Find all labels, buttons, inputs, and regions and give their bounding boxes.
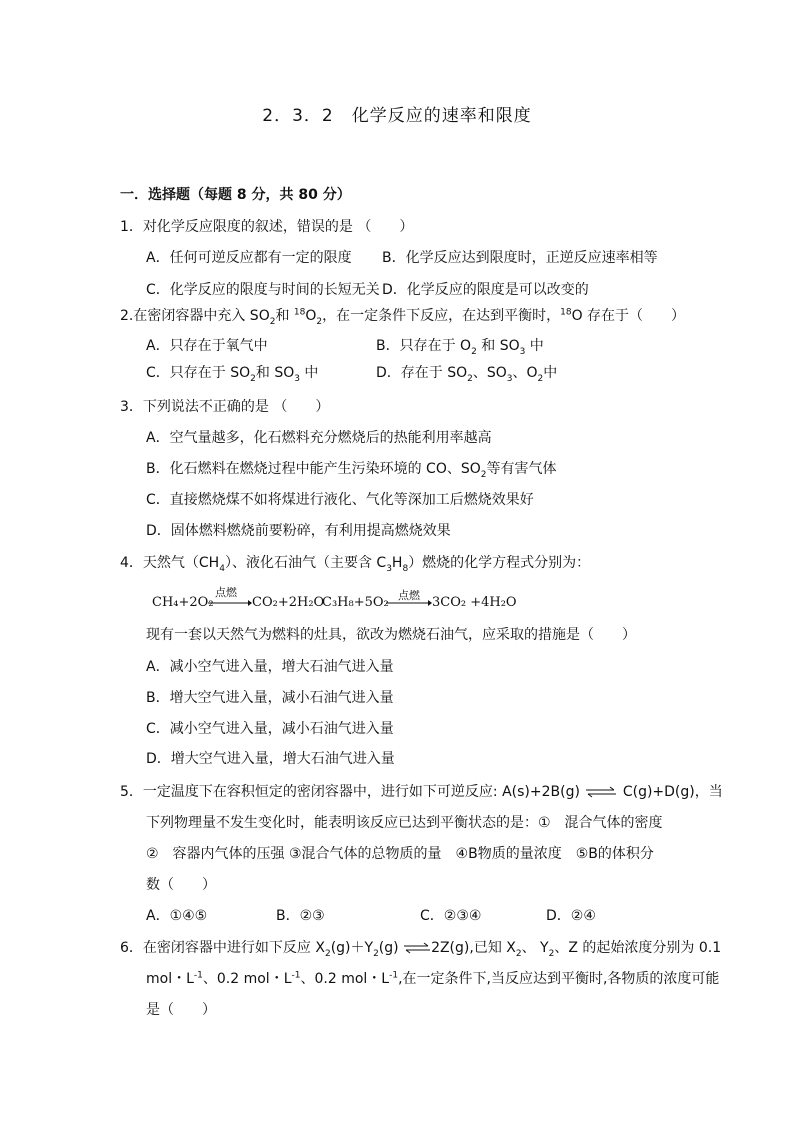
q3-option-d: D．固体燃料燃烧前要粉碎，有利用提高燃烧效果 [146,523,451,539]
question-1-stem: 1．对化学反应限度的叙述，错误的是 （ ） [120,219,414,235]
q5-option-a: A．①④⑤ [146,908,208,924]
q4-option-b: B．增大空气进入量，减小石油气进入量 [146,690,394,706]
question-4-stem: 4．天然气$(CH_4)$、液化石油气（主要含 $C_3H_8$）燃烧的化学方程式分别为： [120,555,591,574]
q5-option-b: B．②③ [276,908,325,924]
equation-1-reactants: CH₄+2O₂ [152,595,214,610]
q2-option-d: D．存在于 $SO_2$、$SO_3$、$O_2$中 [376,365,558,384]
question-6-line-3: 是（ ） [146,1002,216,1018]
q2-option-a: A．只存在于氧气中 [146,338,268,354]
q4-option-c: C．减小空气进入量，减小石油气进入量 [146,721,394,737]
equation-1-condition: 点燃 [215,586,237,599]
q3-option-c: C．直接燃烧煤不如将煤进行液化、气化等深加工后燃烧效果好 [146,492,534,508]
q1-option-c: C．化学反应的限度与时间的长短无关 [146,282,380,298]
question-2-stem: 2.在密闭容器中充入 $SO_2$和 $^{18}O_2$，在一定条件下反应，在达到平衡时，$^{18}$O 存在于（ ） [120,307,686,327]
q3-option-a: A．空气量越多，化石燃料充分燃烧后的热能利用率越高 [146,430,492,446]
equation-1-arrow [208,599,252,607]
equation-2-arrow [386,599,432,607]
page-title: 2．3．2 化学反应的速率和限度 [262,106,532,126]
question-4-line-2: 现有一套以天然气为燃料的灶具，欲改为燃烧石油气，应采取的措施是（ ） [146,627,636,643]
q2-option-c: C．只存在于 $SO_2$和 $SO_3$ 中 [146,365,319,384]
equilibrium-arrow-icon [404,942,430,954]
equation-2-reactants: C₃H₈+5O₂ [322,595,389,610]
q5-option-c: C．②③④ [420,908,482,924]
equation-2-condition: 点燃 [398,589,420,602]
q4-option-a: A．减小空气进入量，增大石油气进入量 [146,659,394,675]
q4-option-d: D．增大空气进入量，增大石油气进入量 [146,751,395,767]
equation-1-products: CO₂+2H₂O [252,595,325,610]
q3-option-b: B．化石燃料在燃烧过程中能产生污染环境的 CO、$SO_2$等有害气体 [146,461,557,480]
question-3-stem: 3．下列说法不正确的是 （ ） [120,399,330,415]
question-5-line-1: 5．一定温度下在容积恒定的密闭容器中，进行如下可逆反应: A(s)+2B(g) C(g)+D(g)，当 [120,784,723,800]
question-5-line-4: 数（ ） [146,877,216,893]
question-6-line-1: 6．在密闭容器中进行如下反应 $X_2(g)+Y_2(g)$ 2Z(g),已知 $X_2$、 $Y_2$、Z 的起始浓度分别为 0.1 [120,940,722,959]
q1-option-b: B．化学反应达到限度时，正逆反应速率相等 [382,250,658,266]
question-5-line-3: ② 容器内气体的压强 ③混合气体的总物质的量 ④B物质的量浓度 ⑤B的体积分 [146,846,654,862]
question-5-line-2: 下列物理量不发生变化时，能表明该反应已达到平衡状态的是：① 混合气体的密度 [146,815,663,831]
equilibrium-arrow-icon [586,786,616,798]
q1-option-a: A．任何可逆反应都有一定的限度 [146,250,352,266]
equation-2-products: 3CO₂ +4H₂O [432,595,517,610]
q2-option-b: B．只存在于 $O_2$ 和 $SO_3$ 中 [376,338,544,357]
q5-option-d: D．②④ [546,908,596,924]
section-heading: 一．选择题（每题 8 分，共 80 分） [120,187,351,203]
q1-option-d: D．化学反应的限度是可以改变的 [382,282,589,298]
question-6-line-2: mol・$L^{-1}$、0.2 mol・$L^{-1}$、0.2 mol・$L^{-1}$,在一定条件下,当反应达到平衡时,各物质的浓度可能 [146,970,720,987]
